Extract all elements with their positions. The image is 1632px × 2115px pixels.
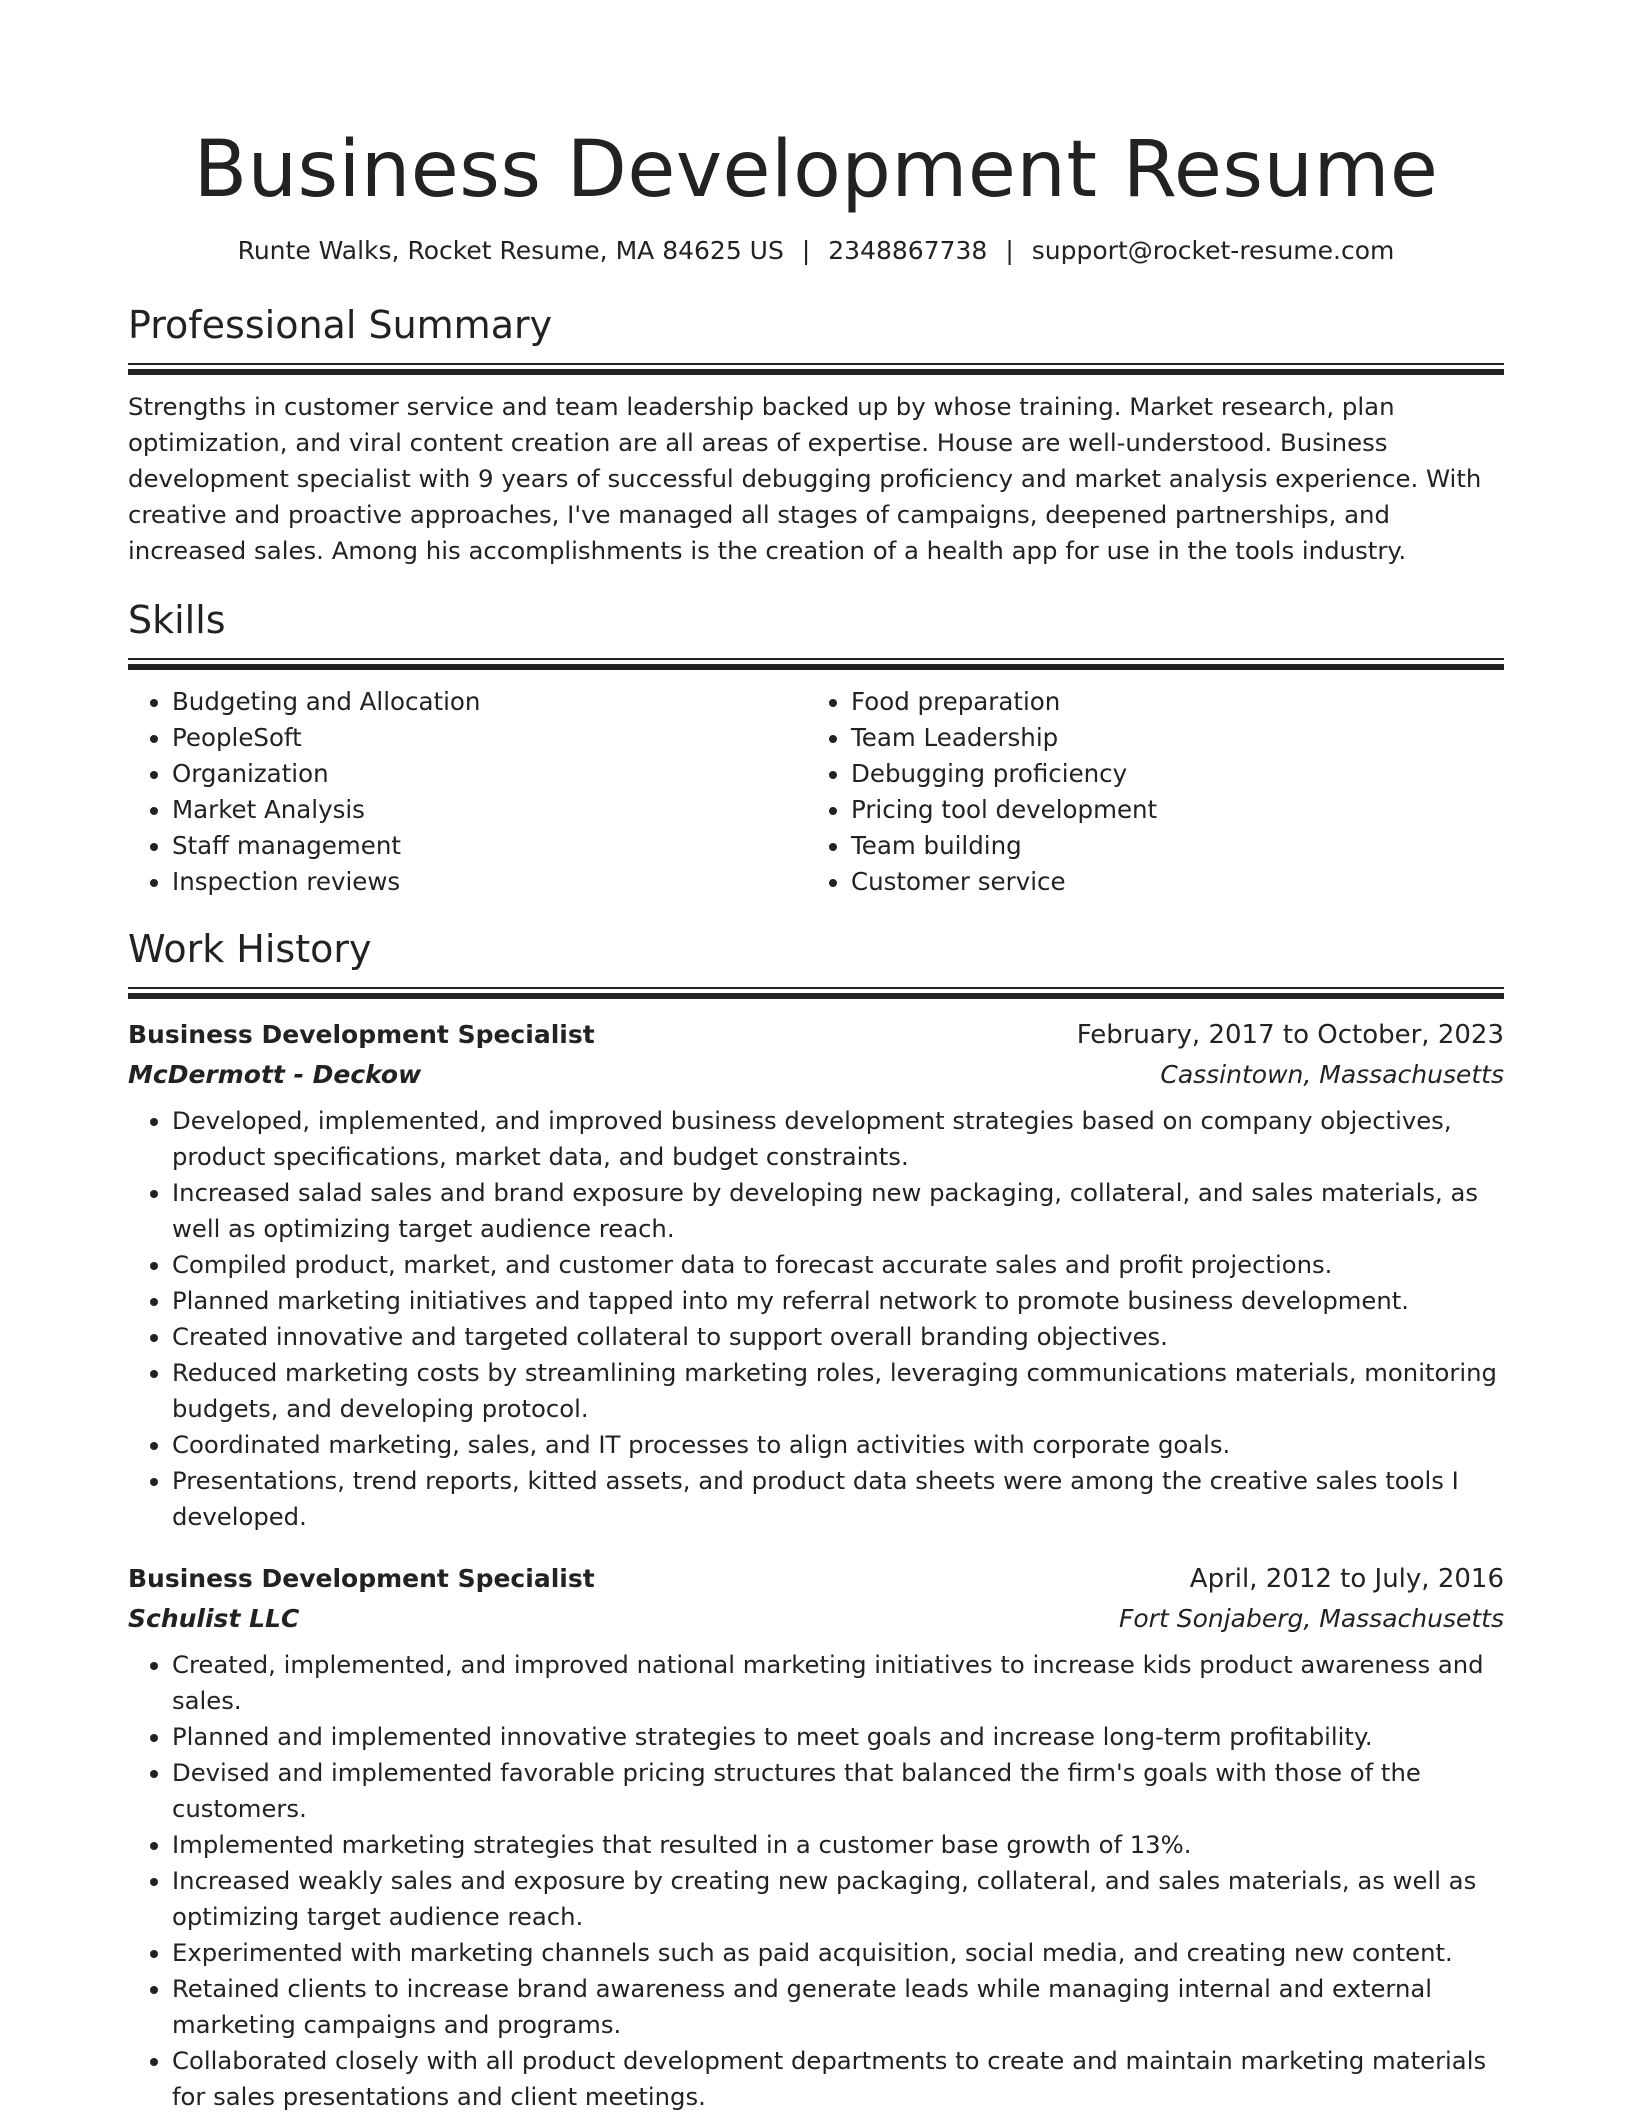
job-bullet: • Increased weakly sales and exposure by creating new packaging, collateral, and sales materials, as well as optimizing target audience reach. bbox=[172, 1863, 1504, 1935]
skill-item: • Team building bbox=[851, 828, 1491, 864]
contact-phone: 2348867738 bbox=[828, 236, 988, 265]
job-title: Business Development Specialist bbox=[128, 1020, 595, 1049]
contact-separator: | bbox=[1005, 236, 1014, 265]
work-history-section bbox=[128, 925, 1504, 2115]
summary-heading: Professional Summary bbox=[128, 303, 553, 347]
summary-text: Strengths in customer service and team leadership backed up by whose training. Market research, plan optimization, and viral content creation are all areas of expertise. House are well-understood. Business development specialist with 9 years of successful debugging proficiency and market analysis experience. With creative and proactive approaches, I've managed all stages of campaigns, deepened partnerships, and increased sales. Among his accomplishments is the creation of a health app for use in the tools industry. bbox=[128, 392, 1482, 565]
skills-columns bbox=[128, 684, 1504, 900]
job-bullet: • Created innovative and targeted collateral to support overall branding objectives. bbox=[172, 1319, 1504, 1355]
skill-item: • Food preparation bbox=[851, 684, 1491, 720]
skills-right-list bbox=[807, 684, 1491, 900]
skill-item: • Organization bbox=[172, 756, 807, 792]
job-location: Fort Sonjaberg, Massachusetts bbox=[1119, 1604, 1504, 1633]
work-history-heading: Work History bbox=[128, 927, 372, 971]
job-entry bbox=[128, 1559, 1504, 2115]
job-company: Schulist LLC bbox=[128, 1604, 300, 1633]
job-bullet: • Planned and implemented innovative strategies to meet goals and increase long-term profitability. bbox=[172, 1719, 1504, 1755]
contact-email: support@rocket-resume.com bbox=[1031, 236, 1395, 265]
job-bullet: • Planned marketing initiatives and tapped into my referral network to promote business development. bbox=[172, 1283, 1504, 1319]
job-bullet: • Created, implemented, and improved national marketing initiatives to increase kids product awareness and sales. bbox=[172, 1647, 1504, 1719]
job-bullet: • Implemented marketing strategies that resulted in a customer base growth of 13%. bbox=[172, 1827, 1504, 1863]
skill-item: • Pricing tool development bbox=[851, 792, 1491, 828]
skill-item: • Debugging proficiency bbox=[851, 756, 1491, 792]
job-bullets bbox=[128, 1103, 1504, 1535]
section-divider bbox=[128, 658, 1504, 670]
skills-section bbox=[128, 596, 1504, 900]
skill-item: • Market Analysis bbox=[172, 792, 807, 828]
job-bullets bbox=[128, 1647, 1504, 2115]
job-bullet: • Devised and implemented favorable pricing structures that balanced the firm's goals with those of the customers. bbox=[172, 1755, 1504, 1827]
contact-separator: | bbox=[801, 236, 811, 265]
job-bullet: • Coordinated marketing, sales, and IT processes to align activities with corporate goals. bbox=[172, 1427, 1504, 1463]
section-divider bbox=[128, 987, 1504, 999]
skill-item: • Inspection reviews bbox=[172, 864, 807, 900]
job-header-row bbox=[128, 1559, 1504, 1599]
job-dates: February, 2017 to October, 2023 bbox=[1076, 1020, 1504, 1050]
resume-title: Business Development Resume bbox=[193, 125, 1439, 215]
job-title: Business Development Specialist bbox=[128, 1564, 595, 1593]
contact-line bbox=[128, 234, 1504, 268]
summary-section bbox=[128, 301, 1504, 569]
contact-address: Runte Walks, Rocket Resume, MA 84625 US bbox=[237, 236, 784, 265]
skill-item: • Customer service bbox=[851, 864, 1491, 900]
job-entry bbox=[128, 1015, 1504, 1535]
job-bullet: • Compiled product, market, and customer data to forecast accurate sales and profit projections. bbox=[172, 1247, 1504, 1283]
job-location: Cassintown, Massachusetts bbox=[1160, 1060, 1504, 1089]
job-bullet: • Experimented with marketing channels such as paid acquisition, social media, and creating new content. bbox=[172, 1935, 1504, 1971]
skills-heading: Skills bbox=[128, 598, 226, 642]
job-dates: April, 2012 to July, 2016 bbox=[1189, 1564, 1504, 1594]
section-divider bbox=[128, 363, 1504, 375]
job-bullet: • Reduced marketing costs by streamlining marketing roles, leveraging communications materials, monitoring budgets, and developing protocol. bbox=[172, 1355, 1504, 1427]
skill-item: • Budgeting and Allocation bbox=[172, 684, 807, 720]
job-bullet: • Collaborated closely with all product development departments to create and maintain marketing materials for sales presentations and client meetings. bbox=[172, 2043, 1504, 2115]
job-bullet: • Retained clients to increase brand awareness and generate leads while managing internal and external marketing campaigns and programs. bbox=[172, 1971, 1504, 2043]
skill-item: • PeopleSoft bbox=[172, 720, 807, 756]
job-bullet: • Developed, implemented, and improved business development strategies based on company objectives, product specifications, market data, and budget constraints. bbox=[172, 1103, 1504, 1175]
job-header-row bbox=[128, 1015, 1504, 1055]
skill-item: • Staff management bbox=[172, 828, 807, 864]
job-bullet: • Increased salad sales and brand exposure by developing new packaging, collateral, and sales materials, as well as optimizing target audience reach. bbox=[172, 1175, 1504, 1247]
job-company-row bbox=[128, 1599, 1504, 1639]
skill-item: • Team Leadership bbox=[851, 720, 1491, 756]
skills-left-list bbox=[128, 684, 807, 900]
job-company: McDermott - Deckow bbox=[128, 1060, 422, 1089]
job-bullet: • Presentations, trend reports, kitted assets, and product data sheets were among the creative sales tools I developed. bbox=[172, 1463, 1504, 1535]
job-company-row bbox=[128, 1055, 1504, 1095]
